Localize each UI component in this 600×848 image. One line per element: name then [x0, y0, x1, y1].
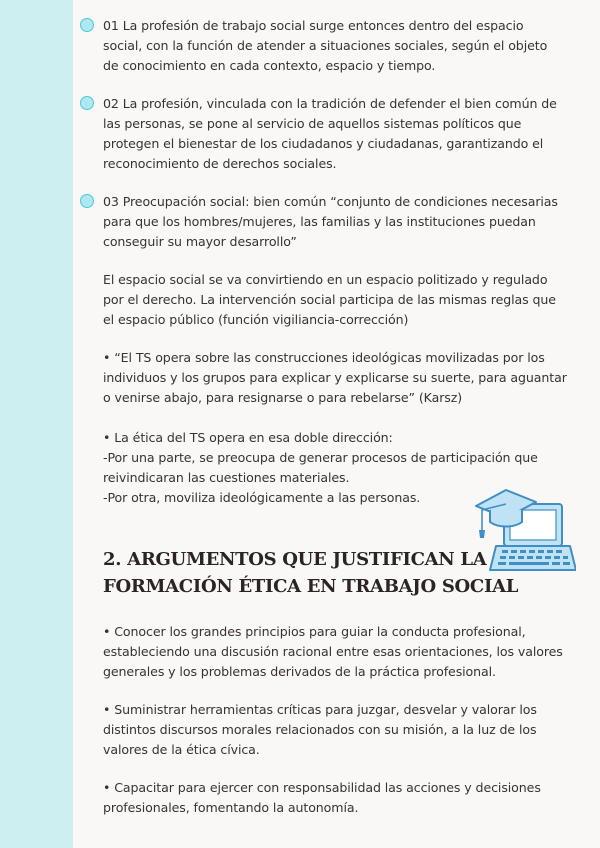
section-2-item-1 — [103, 622, 563, 682]
paragraph-line: el espacio público (función vigiliancia-corrección) — [103, 312, 409, 327]
heading-line: 2. ARGUMENTOS QUE JUSTIFICAN LA — [103, 549, 487, 570]
point-01-line: social, con la función de atender a situaciones sociales, según el objeto — [103, 38, 548, 53]
graduation-cap-laptop-icon — [472, 478, 576, 576]
item-line: • Conocer los grandes principios para guiar la conducta profesional, — [103, 624, 526, 639]
section-2-item-2 — [103, 700, 548, 760]
paragraph-line: reivindicaran las cuestiones materiales. — [103, 470, 350, 485]
paragraph-line: -Por otra, moviliza ideológicamente a las personas. — [103, 490, 421, 505]
item-line: distintos discursos morales relacionados con su misión, a la luz de los — [103, 722, 537, 737]
point-02-line: 02 La profesión, vinculada con la tradición de defender el bien común de — [103, 96, 557, 111]
point-02 — [103, 94, 557, 174]
point-02-line: las personas, se pone al servicio de aquellos sistemas políticos que — [103, 116, 522, 131]
point-03-line: para que los hombres/mujeres, las familias y las instituciones puedan — [103, 214, 536, 229]
item-line: generales y los problemas derivados de la práctica profesional. — [103, 664, 496, 679]
paragraph-line: • “El TS opera sobre las construcciones ideológicas movilizadas por los — [103, 350, 545, 365]
circle-bullet-icon — [80, 18, 94, 32]
point-01-line: de conocimiento en cada contexto, espacio y tiempo. — [103, 58, 436, 73]
point-01 — [103, 16, 548, 76]
side-decorative-band — [0, 0, 73, 848]
point-02-line: protegen el bienestar de los ciudadanos y ciudadanas, garantizando el — [103, 136, 544, 151]
paragraph-espacio-social — [103, 270, 556, 330]
item-line: estableciendo una discusión racional entre esas orientaciones, los valores — [103, 644, 563, 659]
item-line: • Capacitar para ejercer con responsabilidad las acciones y decisiones — [103, 780, 541, 795]
point-03-line: conseguir su mayor desarrollo” — [103, 234, 297, 249]
point-03 — [103, 192, 558, 252]
paragraph-line: El espacio social se va convirtiendo en un espacio politizado y regulado — [103, 272, 548, 287]
paragraph-karsz-quote — [103, 348, 567, 408]
paragraph-line: individuos y los grupos para explicar y explicarse su suerte, para aguantar — [103, 370, 567, 385]
section-2-item-3 — [103, 778, 548, 818]
item-line: valores de la ética cívica. — [103, 742, 260, 757]
heading-line: FORMACIÓN ÉTICA EN TRABAJO SOCIAL — [103, 576, 519, 597]
paragraph-line: • La ética del TS opera en esa doble dirección: — [103, 430, 393, 445]
point-01-line: 01 La profesión de trabajo social surge entonces dentro del espacio — [103, 18, 524, 33]
point-03-line: 03 Preocupación social: bien común “conjunto de condiciones necesarias — [103, 194, 558, 209]
paragraph-line: -Por una parte, se preocupa de generar procesos de participación que — [103, 450, 538, 465]
paragraph-line: o venirse abajo, para resignarse o para rebelarse” (Karsz) — [103, 390, 463, 405]
circle-bullet-icon — [80, 96, 94, 110]
item-line: • Suministrar herramientas críticas para juzgar, desvelar y valorar los — [103, 702, 537, 717]
point-02-line: reconocimiento de derechos sociales. — [103, 156, 337, 171]
circle-bullet-icon — [80, 194, 94, 208]
item-line: profesionales, fomentando la autonomía. — [103, 800, 359, 815]
paragraph-line: por el derecho. La intervención social participa de las mismas reglas que — [103, 292, 556, 307]
